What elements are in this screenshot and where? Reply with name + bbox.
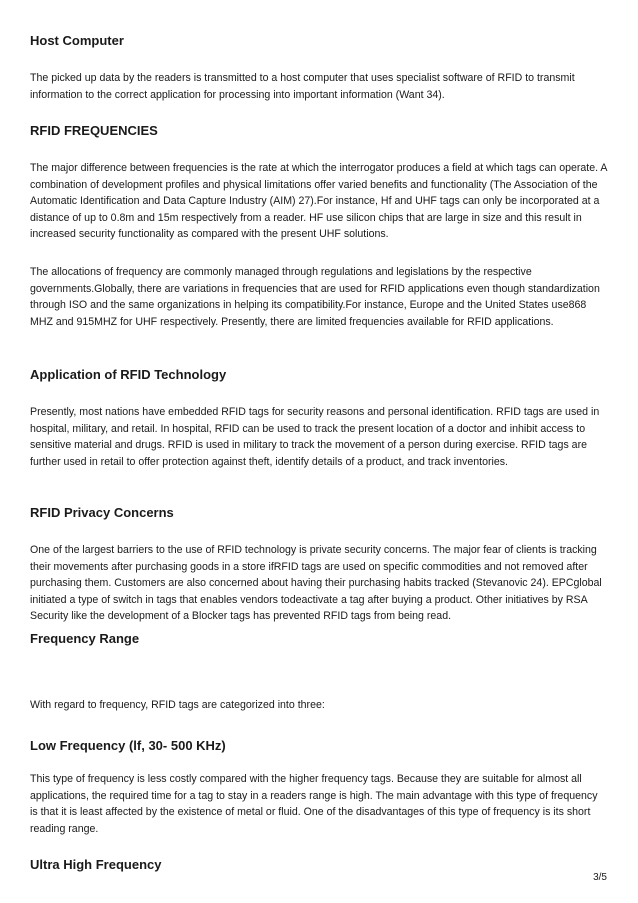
section-heading: Ultra High Frequency bbox=[30, 857, 162, 872]
paragraph: The allocations of frequency are commonly managed through regulations and legislations by the respective governments.Globally, there are variations in frequencies that are used for RFID applications even though standardization through ISO and the same organizations in helping its compatibility.For instance, Europe and the United States use868 MHZ and 915MHZ for UHF respectively. Presently, there are limited frequencies available for RFID applications. bbox=[30, 266, 600, 328]
paragraph: One of the largest barriers to the use of RFID technology is private security concerns. The major fear of clients is tracking their movements after purchasing goods in a store ifRFID tags are used on specific commodities and not removed after purchasing them. Customers are also concerned about having their purchasing habits tracked (Stevanovic 24). EPCglobal initiated a type of switch in tags that enables vendors todeactivate a tag after buying a product. Other initiatives by RSA Security like the development of a Blocker tags has prevented RFID tags from being read. bbox=[30, 544, 602, 623]
section-heading: RFID FREQUENCIES bbox=[30, 123, 158, 138]
paragraph: The picked up data by the readers is transmitted to a host computer that uses specialist software of RFID to transmit information to the correct application for processing into important information (Want 34). bbox=[30, 72, 575, 101]
section-heading: RFID Privacy Concerns bbox=[30, 505, 174, 520]
paragraph: With regard to frequency, RFID tags are categorized into three: bbox=[30, 699, 325, 711]
paragraph: The major difference between frequencies is the rate at which the interrogator produces a field at which tags can operate. A combination of development profiles and physical limitations offer varied benefits and functionality (The Association of the Automatic Identification and Data Capture Industry (AIM) 27).For instance, Hf and UHF tags can only be incorporated at a distance of up to 0.8m and 15m respectively from a reader. HF use silicon chips that are large in size and this result in increased security functionality as compared with the present UHF solutions. bbox=[30, 162, 607, 241]
section-heading: Host Computer bbox=[30, 33, 124, 48]
section-heading: Frequency Range bbox=[30, 631, 140, 646]
section-heading: Application of RFID Technology bbox=[30, 367, 227, 382]
page-number: 3/5 bbox=[593, 872, 607, 883]
paragraph: This type of frequency is less costly compared with the higher frequency tags. Because they are suitable for almost all applications, the required time for a tag to stay in a readers range is high. The main advantage with this type of frequency is that it is least affected by the existence of metal or fluid. One of the disadvantages of this type of frequency is its short reading range. bbox=[30, 773, 598, 835]
section-heading: Low Frequency (lf, 30- 500 KHz) bbox=[30, 738, 226, 753]
paragraph: Presently, most nations have embedded RFID tags for security reasons and personal identification. RFID tags are used in hospital, military, and retail. In hospital, RFID can be used to track the present location of a doctor and inhibit access to sensitive material and drugs. RFID is used in military to track the movement of a person during exercise. RFID tags are further used in retail to offer protection against theft, identify details of a product, and track inventories. bbox=[30, 406, 600, 468]
